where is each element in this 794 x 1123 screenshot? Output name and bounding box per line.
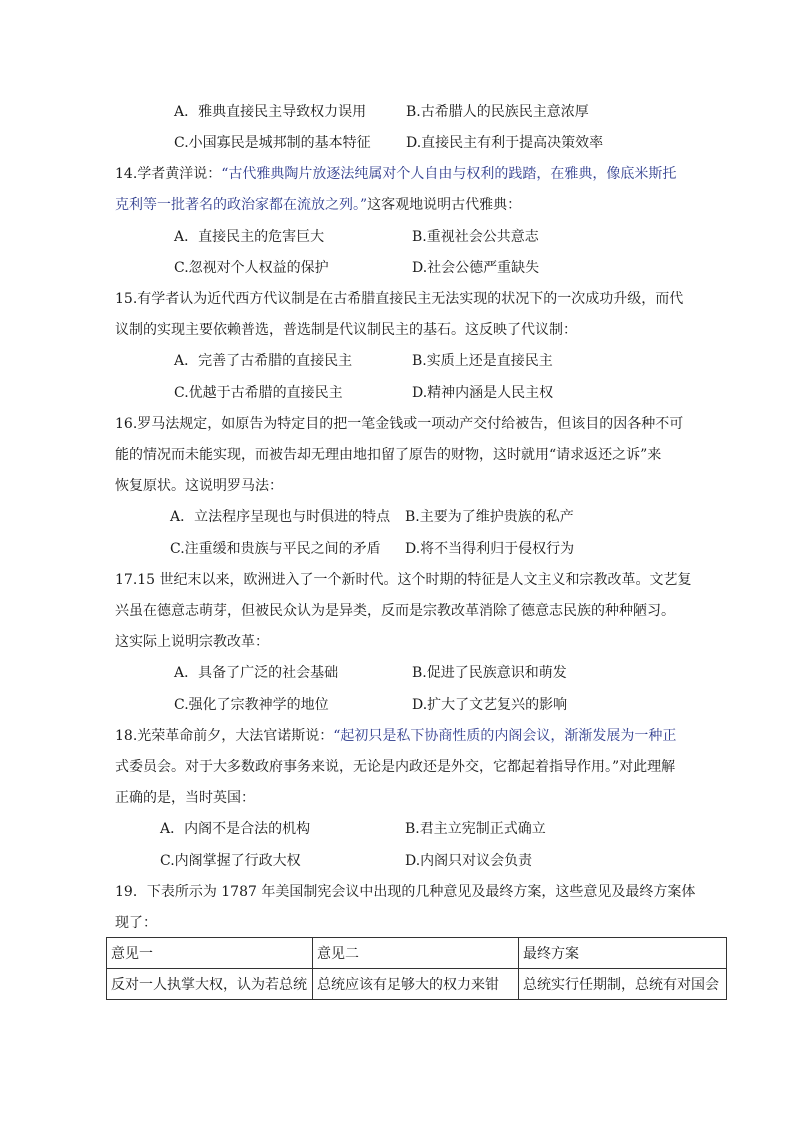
q14-stem-prefix: 14.学者黄洋说： <box>115 166 222 182</box>
q13-option-b: B.古希腊人的民族民主意浓厚 <box>406 104 589 120</box>
q16-option-b: B.主要为了维护贵族的私产 <box>405 509 574 525</box>
q16-stem-line3: 恢复原状。这说明罗马法： <box>115 478 283 494</box>
q14-quote-part1: “古代雅典陶片放逐法纯属对个人自由与权利的践踏，在雅典，像底米斯托 <box>221 166 677 182</box>
q13-option-c: C.小国寡民是城邦制的基本特征 <box>174 135 371 151</box>
q16-option-c: C.注重缓和贵族与平民之间的矛盾 <box>170 541 381 557</box>
q14-stem-line2 <box>115 195 521 215</box>
q18-option-d: D.内阁只对议会负责 <box>405 853 533 869</box>
q14-option-d: D.社会公德严重缺失 <box>412 260 540 276</box>
q17-option-d: D.扩大了文艺复兴的影响 <box>412 697 568 713</box>
q18-option-b: B.君主立宪制正式确立 <box>405 821 546 837</box>
q15-option-d: D.精神内涵是人民主权 <box>412 385 554 401</box>
q13-option-d: D.直接民主有利于提高决策效率 <box>406 135 604 151</box>
q14-option-a: A．直接民主的危害巨大 <box>174 229 325 245</box>
q14-stem-suffix: 这客观地说明古代雅典： <box>367 197 522 213</box>
q19-stem-line2: 现了： <box>115 915 157 931</box>
q18-stem-prefix: 18.光荣革命前夕，大法官诺斯说： <box>115 728 334 744</box>
q17-stem-line1: 17.15 世纪末以来，欧洲进入了一个新时代。这个时期的特征是人文主义和宗教改革。文艺复 <box>115 572 692 588</box>
table-cell: 总统应该有足够大的权力来钳 <box>313 969 519 1000</box>
q16-stem-line2: 能的情况而未能实现，而被告却无理由地扣留了原告的财物，这时就用“请求返还之诉”来 <box>115 447 662 463</box>
q17-option-c: C.强化了宗教神学的地位 <box>174 697 329 713</box>
table-cell: 总统实行任期制，总统有对国会 <box>519 969 727 1000</box>
table-header-cell: 意见二 <box>313 938 519 969</box>
table-cell: 反对一人执掌大权，认为若总统 <box>107 969 313 1000</box>
q17-stem-line3: 这实际上说明宗教改革： <box>115 634 269 650</box>
q17-option-a: A．具备了广泛的社会基础 <box>174 665 339 681</box>
q19-stem-line1: 19．下表所示为 1787 年美国制宪会议中出现的几种意见及最终方案，这些意见及最终方案体 <box>115 884 696 900</box>
q17-option-b: B.促进了民族意识和萌发 <box>412 665 567 681</box>
q14-quote-part2: 克利等一批著名的政治家都在流放之列。” <box>115 197 368 213</box>
q16-option-d: D.将不当得利归于侵权行为 <box>405 541 575 557</box>
table-row <box>107 969 727 1000</box>
q14-option-b: B.重视社会公共意志 <box>412 229 539 245</box>
q18-stem-line3: 正确的是，当时英国： <box>115 790 255 806</box>
table-header-cell: 意见一 <box>107 938 313 969</box>
table-header-row <box>107 938 727 969</box>
table-header-cell: 最终方案 <box>519 938 727 969</box>
q18-option-a: A．内阁不是合法的机构 <box>160 821 311 837</box>
q15-option-c: C.优越于古希腊的直接民主 <box>174 385 343 401</box>
q17-stem-line2: 兴虽在德意志萌芽，但被民众认为是异类，反而是宗教改革消除了德意志民族的种种陋习。 <box>115 603 675 619</box>
q15-stem-line1: 15.有学者认为近代西方代议制是在古希腊直接民主无法实现的状况下的一次成功升级，而代 <box>115 291 684 307</box>
q14-stem-line1 <box>115 164 676 184</box>
q14-option-c: C.忽视对个人权益的保护 <box>174 260 329 276</box>
q18-stem-line1 <box>115 726 676 746</box>
q18-option-c: C.内阁掌握了行政大权 <box>160 853 301 869</box>
q18-quote-part1: “起初只是私下协商性质的内阁会议，渐渐发展为一种正 <box>333 728 677 744</box>
q13-option-a: A．雅典直接民主导致权力误用 <box>174 104 367 120</box>
q18-stem-line2: 式委员会。对于大多数政府事务来说，无论是内政还是外交，它都起着指导作用。”对此理解 <box>115 759 676 775</box>
q15-stem-line2: 议制的实现主要依赖普选，普选制是代议制民主的基石。这反映了代议制： <box>115 322 577 338</box>
q16-stem-line1: 16.罗马法规定，如原告为特定目的把一笔金钱或一项动产交付给被告，但该目的因各种不可 <box>115 416 684 432</box>
q15-option-b: B.实质上还是直接民主 <box>412 353 553 369</box>
q19-table <box>106 937 727 1000</box>
q16-option-a: A．立法程序呈现也与时俱进的特点 <box>170 509 391 525</box>
q15-option-a: A．完善了古希腊的直接民主 <box>174 353 353 369</box>
